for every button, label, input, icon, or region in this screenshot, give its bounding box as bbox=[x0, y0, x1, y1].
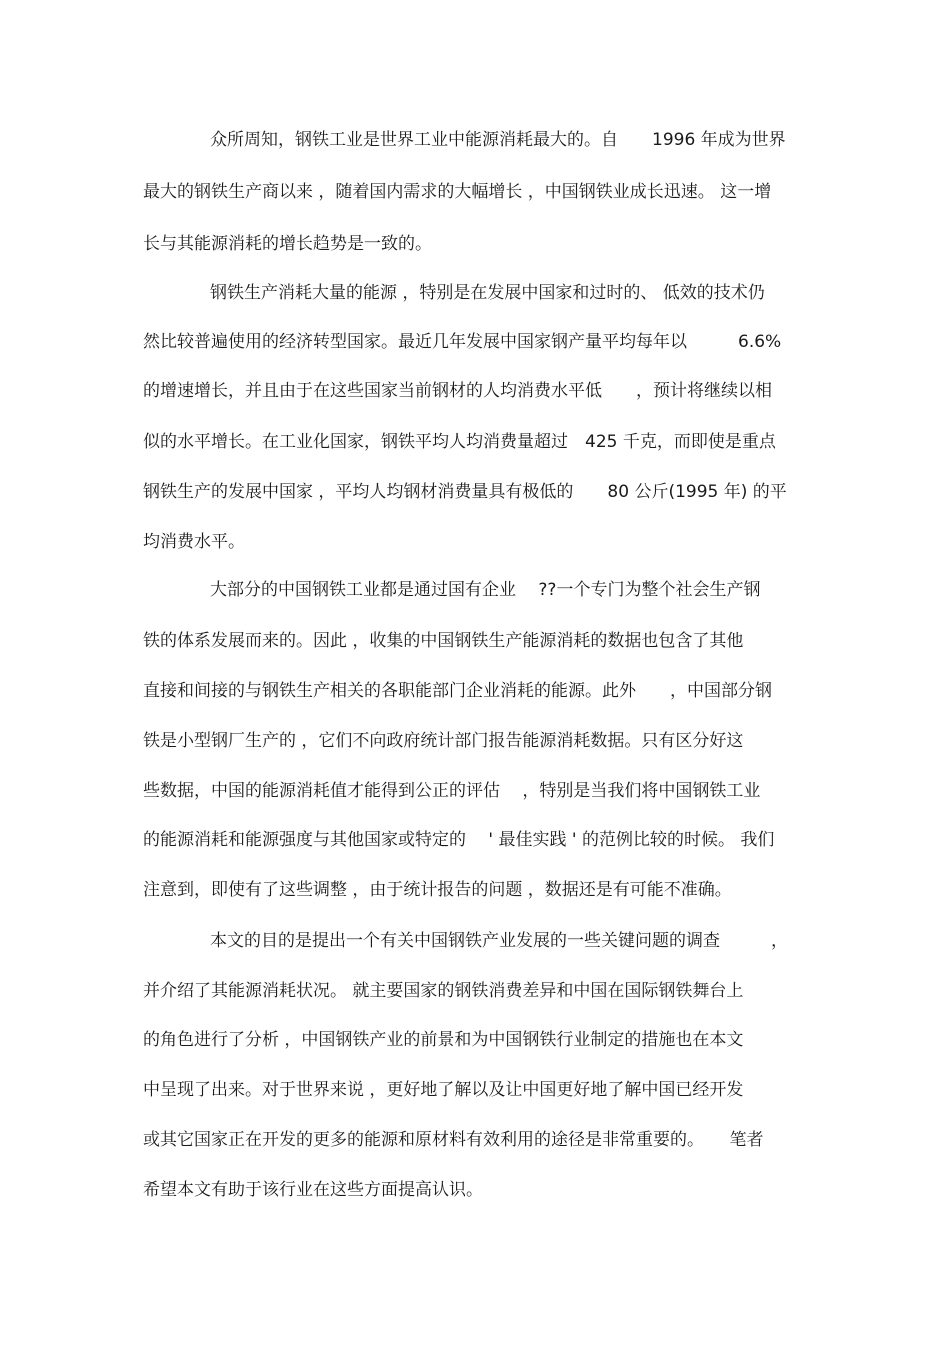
paragraph-3-line-5: 些数据，中国的能源消耗值才能得到公正的评估 ，特别是当我们将中国钢铁工业 bbox=[143, 781, 761, 801]
paragraph-4-line-1: 本文的目的是提出一个有关中国钢铁产业发展的一些关键问题的调查 ， bbox=[210, 931, 788, 951]
paragraph-2-line-1: 钢铁生产消耗大量的能源 ，特别是在发展中国家和过时的、 低效的技术仍 bbox=[210, 283, 765, 303]
paragraph-2-line-6: 均消费水平。 bbox=[143, 532, 245, 552]
paragraph-2-line-3: 的增速增长，并且由于在这些国家当前钢材的人均消费水平低 ，预计将继续以相 bbox=[143, 381, 772, 401]
paragraph-4-line-6: 希望本文有助于该行业在这些方面提高认识。 bbox=[143, 1180, 483, 1200]
paragraph-3-line-4: 铁是小型钢厂生产的 ，它们不向政府统计部门报告能源消耗数据。只有区分好这 bbox=[143, 731, 744, 751]
paragraph-1-line-2: 最大的钢铁生产商以来 ，随着国内需求的大幅增长 ，中国钢铁业成长迅速。 这一增 bbox=[143, 182, 772, 202]
paragraph-3-line-3: 直接和间接的与钢铁生产相关的各职能部门企业消耗的能源。此外 ，中国部分钢 bbox=[143, 681, 772, 701]
paragraph-4-line-2: 并介绍了其能源消耗状况。 就主要国家的钢铁消费差异和中国在国际钢铁舞台上 bbox=[143, 981, 744, 1001]
paragraph-2-line-5: 钢铁生产的发展中国家 ，平均人均钢材消费量具有极低的 80 公斤(1995 年) 的平 bbox=[143, 482, 787, 502]
paragraph-3-line-6: 的能源消耗和能源强度与其他国家或特定的 ' 最佳实践 ' 的范例比较的时候。 我们 bbox=[143, 830, 775, 850]
paragraph-2-line-2: 然比较普遍使用的经济转型国家。最近几年发展中国家钢产量平均每年以 6.6% bbox=[143, 332, 782, 352]
paragraph-4-line-4: 中呈现了出来。对于世界来说 ，更好地了解以及让中国更好地了解中国已经开发 bbox=[143, 1080, 744, 1100]
paragraph-3-line-1: 大部分的中国钢铁工业都是通过国有企业 ??一个专门为整个社会生产钢 bbox=[210, 580, 761, 600]
paragraph-4-line-3: 的角色进行了分析 ，中国钢铁产业的前景和为中国钢铁行业制定的措施也在本文 bbox=[143, 1030, 744, 1050]
paragraph-3-line-2: 铁的体系发展而来的。因此 ，收集的中国钢铁生产能源消耗的数据也包含了其他 bbox=[143, 631, 744, 651]
paragraph-3-line-7: 注意到，即使有了这些调整 ，由于统计报告的问题 ，数据还是有可能不准确。 bbox=[143, 880, 732, 900]
paragraph-1-line-1: 众所周知，钢铁工业是世界工业中能源消耗最大的。自 1996 年成为世界 bbox=[210, 130, 786, 150]
paragraph-1-line-3: 长与其能源消耗的增长趋势是一致的。 bbox=[143, 234, 432, 254]
paragraph-4-line-5: 或其它国家正在开发的更多的能源和原材料有效利用的途径是非常重要的。 笔者 bbox=[143, 1130, 764, 1150]
paragraph-2-line-4: 似的水平增长。在工业化国家，钢铁平均人均消费量超过 425 千克，而即使是重点 bbox=[143, 432, 776, 452]
